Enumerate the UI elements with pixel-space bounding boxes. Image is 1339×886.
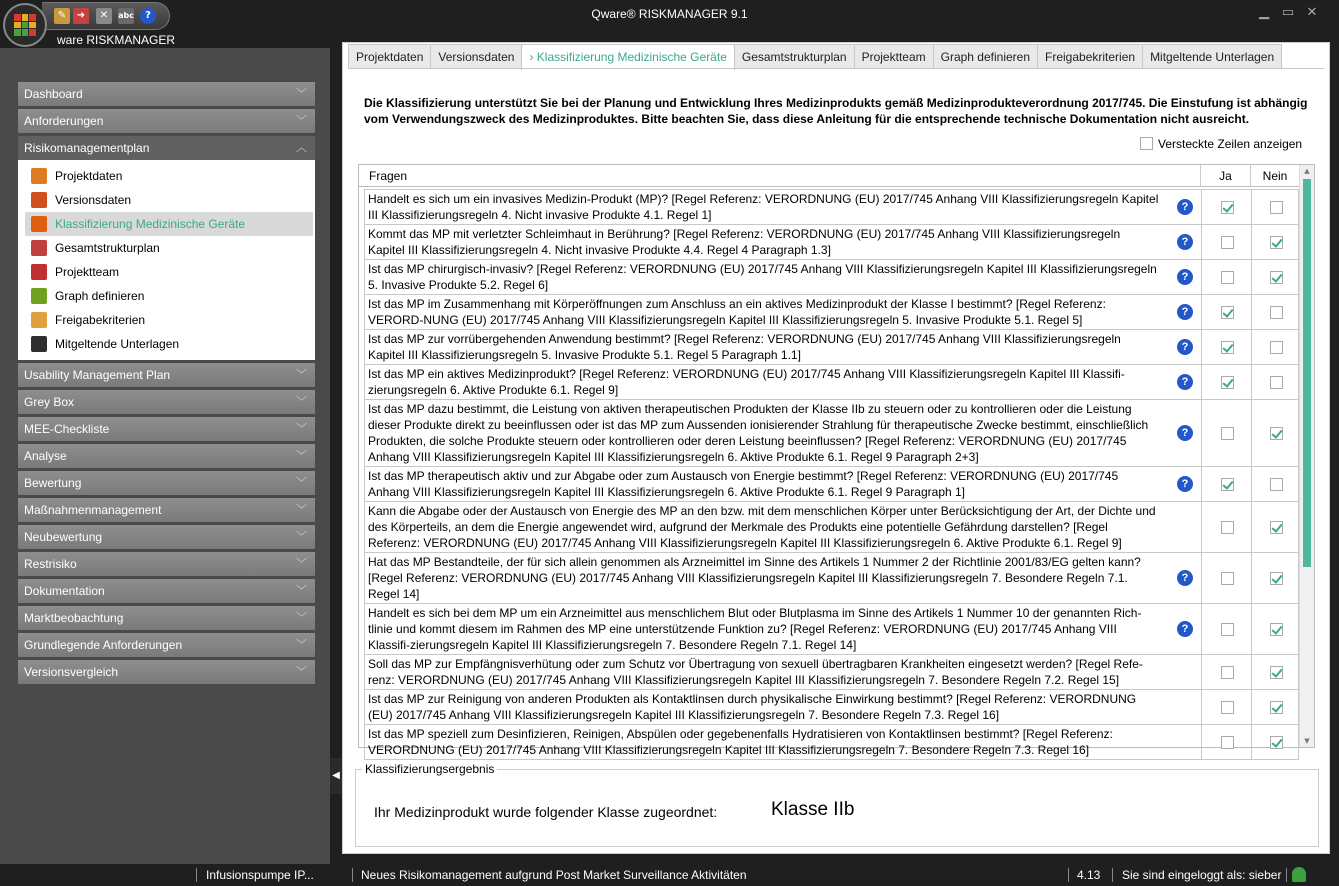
nav-section-label: Risikomanagementplan	[24, 141, 150, 155]
no-cell	[1251, 295, 1300, 329]
import-icon[interactable]: ➜	[73, 8, 89, 24]
tools-icon[interactable]: ✕	[96, 8, 112, 24]
nav-item-graph-definieren[interactable]	[25, 284, 313, 308]
nav-section-restrisiko[interactable]	[18, 552, 315, 576]
nav-section-label: Analyse	[24, 449, 67, 463]
nav-section-label: Marktbeobachtung	[24, 611, 124, 625]
show-hidden-rows-checkbox[interactable]	[1140, 137, 1153, 150]
nav-section-analyse[interactable]	[18, 444, 315, 468]
question-text: Handelt es sich um ein invasives Medizin-Produkt (MP)? [Regel Referenz: VERORDNUNG (EU) 2017/745 Anhang VIII Klassifizierungsregeln Kapitel III Klassifizierungsregeln 4. Nicht invasive Produkte 4.1. Regel 1]	[368, 192, 1159, 222]
tab-7[interactable]: Mitgeltende Unterlagen	[1142, 44, 1282, 69]
nav-item-versionsdaten[interactable]	[25, 188, 313, 212]
column-header-questions: Fragen	[369, 169, 408, 183]
nav-section-neubewertung[interactable]	[18, 525, 315, 549]
nav-item-freigabekriterien[interactable]	[25, 308, 313, 332]
yes-cell	[1201, 690, 1251, 724]
nav-section-label: Neubewertung	[24, 530, 103, 544]
title-bar	[0, 0, 1339, 47]
table-row	[364, 466, 1299, 502]
chevron-down-icon: ﹀	[296, 396, 307, 408]
tab-5[interactable]: Graph definieren	[933, 44, 1038, 69]
table-row	[364, 189, 1299, 225]
question-text: Ist das MP speziell zum Desinfizieren, Reinigen, Abspülen oder gegebenenfalls Hydratisieren von Kontaktlinsen bestimmt? [Regel Referenz: VERORDNUNG (EU) 2017/745 Anhang VIII Klassifizierungsregeln Kapitel III Klassifizierungsregeln 7. Besondere Regeln 7.3. Regel 16]	[368, 727, 1113, 757]
chevron-down-icon: ﹀	[296, 504, 307, 516]
no-cell	[1251, 225, 1300, 259]
yes-cell	[1201, 725, 1251, 759]
no-checkbox[interactable]	[1270, 427, 1283, 440]
no-cell	[1251, 400, 1300, 466]
nav-section-grundlegende-anforderungen[interactable]	[18, 633, 315, 657]
yes-checkbox[interactable]	[1221, 201, 1234, 214]
no-cell	[1251, 604, 1300, 654]
question-text: Hat das MP Bestandteile, der für sich allein genommen als Arzneimittel im Sinne des Artikels 1 Nummer 2 der Richtlinie 2001/83/EG gelten kann? [Regel Referenz: VERORDNUNG (EU) 2017/745 Anhang VIII Klassifizierungsregeln Kapitel III Klassifizierungsregeln 7. Besondere Regeln 7.1. Regel 14]	[368, 555, 1141, 601]
close-icon[interactable]: ✕	[1306, 5, 1318, 20]
no-checkbox[interactable]	[1270, 736, 1283, 749]
yes-checkbox[interactable]	[1221, 701, 1234, 714]
status-version: 4.13	[1077, 868, 1101, 882]
no-checkbox[interactable]	[1270, 701, 1283, 714]
pin-icon[interactable]: ✎	[54, 8, 70, 24]
no-cell	[1251, 502, 1300, 552]
question-text: Ist das MP ein aktives Medizinprodukt? [Regel Referenz: VERORDNUNG (EU) 2017/745 Anhang VIII Klassifizierungsregeln Kapitel III Klassifi-zierungsregeln 6. Aktive Produkte 6.1. Regel 9]	[368, 367, 1125, 397]
yes-checkbox[interactable]	[1221, 236, 1234, 249]
show-hidden-rows-toggle[interactable]	[1140, 137, 1302, 151]
yes-cell	[1201, 260, 1251, 294]
yes-cell	[1201, 365, 1251, 399]
tab-0[interactable]: Projektdaten	[348, 44, 431, 69]
main-content	[342, 42, 1330, 854]
nav-section-label: Dokumentation	[24, 584, 105, 598]
nav-section-usability-management-plan[interactable]	[18, 363, 315, 387]
scroll-up-icon[interactable]: ▲	[1304, 167, 1310, 175]
nav-item-projektteam[interactable]	[25, 260, 313, 284]
table-header	[359, 165, 1299, 187]
nav-section-bewertung[interactable]	[18, 471, 315, 495]
table-row	[364, 399, 1299, 467]
nav-item-label: Klassifizierung Medizinische Geräte	[55, 217, 246, 231]
question-text: Ist das MP im Zusammenhang mit Körperöffnungen zum Anschluss an ein aktives Medizinprodukt der Klasse I bestimmt? [Regel Referenz: VERORD-NUNG (EU) 2017/745 Anhang VIII Klassifizierungsregeln Kapitel III Klassifizierungsregeln 5. Invasive Produkte 5.1. Regel 5]	[368, 297, 1106, 327]
nav-item-label: Mitgeltende Unterlagen	[55, 337, 180, 351]
navigation-panel	[0, 48, 330, 864]
nav-section-label: Anforderungen	[24, 114, 104, 128]
user-icon	[1292, 867, 1306, 882]
no-cell	[1251, 365, 1300, 399]
no-cell	[1251, 553, 1300, 603]
status-message: Neues Risikomanagement aufgrund Post Market Surveillance Aktivitäten	[361, 868, 747, 882]
result-text: Ihr Medizinprodukt wurde folgender Klasse zugeordnet:	[374, 804, 718, 820]
yes-cell	[1201, 604, 1251, 654]
help-icon[interactable]: ?	[1177, 199, 1193, 215]
status-user: Sie sind eingeloggt als: sieber	[1122, 868, 1282, 882]
nav-item-mitgeltende-unterlagen[interactable]	[25, 332, 313, 356]
chevron-down-icon: ﹀	[296, 115, 307, 127]
yes-checkbox[interactable]	[1221, 736, 1234, 749]
table-row	[364, 364, 1299, 400]
yes-checkbox[interactable]	[1221, 306, 1234, 319]
no-checkbox[interactable]	[1270, 666, 1283, 679]
nav-section-label: Bewertung	[24, 476, 82, 490]
column-header-no: Nein	[1250, 165, 1299, 187]
yes-checkbox[interactable]	[1221, 623, 1234, 636]
no-cell	[1251, 190, 1300, 224]
table-row	[364, 224, 1299, 260]
window-title: Qware® RISKMANAGER 9.1	[591, 7, 748, 21]
yes-cell	[1201, 295, 1251, 329]
no-checkbox[interactable]	[1270, 478, 1283, 491]
yes-cell	[1201, 400, 1251, 466]
nav-section-marktbeobachtung[interactable]	[18, 606, 315, 630]
result-legend: Klassifizierungsergebnis	[362, 762, 497, 776]
no-checkbox[interactable]	[1270, 341, 1283, 354]
nav-section-label: Usability Management Plan	[24, 368, 171, 382]
help-icon[interactable]: ?	[140, 8, 156, 24]
no-cell	[1251, 467, 1300, 501]
version-icon	[31, 192, 47, 208]
question-text: Ist das MP zur Reinigung von anderen Produkten als Kontaktlinsen durch physikalische Einwirkung bestimmt? [Regel Referenz: VERORDNUNG (EU) 2017/745 Anhang VIII Klassifizierungsregeln Kapitel III Klassifizierungsregeln 7. Besondere Regeln 7.3. Regel 16]	[368, 692, 1137, 722]
question-text: Soll das MP zur Empfängnisverhütung oder zum Schutz vor Übertragung von sexuell übertragbaren Krankheiten eingesetzt werden? [Regel Refe-renz: VERORDNUNG (EU) 2017/745 Anhang VIII Klassifizierungsregeln Kapitel III Klassifizierungsregeln 7. Besondere Regeln 7.2. Regel 15]	[368, 657, 1143, 687]
chevron-down-icon: ﹀	[296, 666, 307, 678]
yes-cell	[1201, 502, 1251, 552]
yes-checkbox[interactable]	[1221, 666, 1234, 679]
yes-checkbox[interactable]	[1221, 572, 1234, 585]
tab-1[interactable]: Versionsdaten	[430, 44, 522, 69]
no-cell	[1251, 655, 1300, 689]
nav-section-label: Grundlegende Anforderungen	[24, 638, 183, 652]
structure-icon	[31, 240, 47, 256]
tab-2[interactable]: › Klassifizierung Medizinische Geräte	[521, 44, 734, 70]
no-checkbox[interactable]	[1270, 201, 1283, 214]
yes-checkbox[interactable]	[1221, 341, 1234, 354]
question-text: Kommt das MP mit verletzter Schleimhaut in Berührung? [Regel Referenz: VERORDNUNG (EU) 2017/745 Anhang VIII Klassifizierungsregeln Kapitel III Klassifizierungsregeln 4. Nicht invasive Produkte 4.4. Regel 4 Paragraph 1.3]	[368, 227, 1121, 257]
yes-cell	[1201, 225, 1251, 259]
question-text: Kann die Abgabe oder der Austausch von Energie des MP an den bzw. mit dem menschlichen Körper unter Berücksichtigung der Art, der Dichte und des Körperteils, an dem die Energie angewendet wird, aufgrund der Merkmale des Produkts eine potentielle Gefährdung darstellen? [Regel Referenz: VERORDNUNG (EU) 2017/745 Anhang VIII Klassifizierungsregeln Kapitel III Klassifizierungsregeln 6. Aktive Produkte 6.1. Regel 9]	[368, 504, 1156, 550]
chevron-down-icon: ﹀	[296, 477, 307, 489]
table-row	[364, 501, 1299, 553]
table-row	[364, 689, 1299, 725]
help-icon[interactable]: ?	[1177, 304, 1193, 320]
collapse-panel-button[interactable]: ◀	[330, 758, 342, 794]
nav-section-versionsvergleich[interactable]	[18, 660, 315, 684]
chevron-down-icon: ﹀	[296, 612, 307, 624]
no-cell	[1251, 725, 1300, 759]
tab-3[interactable]: Gesamtstrukturplan	[734, 44, 855, 69]
criteria-icon	[31, 312, 47, 328]
help-icon[interactable]: ?	[1177, 339, 1193, 355]
chevron-up-icon: ︿	[296, 142, 307, 154]
chevron-down-icon: ﹀	[296, 558, 307, 570]
nav-section-grey-box[interactable]	[18, 390, 315, 414]
no-checkbox[interactable]	[1270, 623, 1283, 636]
column-header-yes: Ja	[1200, 165, 1250, 187]
minimize-icon[interactable]: ▁	[1259, 5, 1269, 20]
no-checkbox[interactable]	[1270, 271, 1283, 284]
yes-cell	[1201, 467, 1251, 501]
result-class: Klasse IIb	[771, 799, 855, 820]
status-bar	[0, 864, 1339, 886]
tab-6[interactable]: Freigabekriterien	[1037, 44, 1143, 69]
table-row	[364, 654, 1299, 690]
quick-access-toolbar	[42, 2, 170, 30]
nav-section-dashboard[interactable]	[18, 82, 315, 106]
help-icon[interactable]: ?	[1177, 269, 1193, 285]
nav-section-label: MEE-Checkliste	[24, 422, 110, 436]
nav-section-label: Versionsvergleich	[24, 665, 119, 679]
nav-section-dokumentation[interactable]	[18, 579, 315, 603]
nav-item-projektdaten[interactable]	[25, 164, 313, 188]
nav-section-label: Grey Box	[24, 395, 75, 409]
yes-checkbox[interactable]	[1221, 427, 1234, 440]
navigation-menu	[18, 82, 315, 687]
table-row	[364, 329, 1299, 365]
yes-checkbox[interactable]	[1221, 521, 1234, 534]
scrollbar-thumb[interactable]	[1303, 179, 1311, 567]
nav-item-label: Projektdaten	[55, 169, 123, 183]
nav-item-gesamtstrukturplan[interactable]	[25, 236, 313, 260]
yes-cell	[1201, 655, 1251, 689]
no-cell	[1251, 690, 1300, 724]
classification-description: Die Klassifizierung unterstützt Sie bei der Planung und Entwicklung Ihres Medizinprodukts gemäß Medizinprodukteverordnung 2017/745. Die Einstufung ist abhängig vom Verwendungszweck des Medizinproduktes. Bitte beachten Sie, dass diese Anleitung für die entsprechende technische Dokumentation nicht ausreicht.	[364, 96, 1308, 126]
app-logo-icon[interactable]	[3, 3, 47, 47]
show-hidden-rows-label: Versteckte Zeilen anzeigen	[1158, 137, 1303, 151]
table-body	[364, 189, 1299, 759]
help-icon[interactable]: ?	[1177, 425, 1193, 441]
help-icon[interactable]: ?	[1177, 234, 1193, 250]
nav-section-maßnahmenmanagement[interactable]	[18, 498, 315, 522]
team-icon	[31, 264, 47, 280]
nav-section-anforderungen[interactable]	[18, 109, 315, 133]
chevron-down-icon: ﹀	[296, 585, 307, 597]
question-text: Ist das MP zur vorrübergehenden Anwendung bestimmt? [Regel Referenz: VERORDNUNG (EU) 2017/745 Anhang VIII Klassifizierungsregeln Kapitel III Klassifizierungsregeln 5. Invasive Produkte 5.1. Regel 5 Paragraph 1.1]	[368, 332, 1121, 362]
nav-section-label: Restrisiko	[24, 557, 77, 571]
graph-icon	[31, 288, 47, 304]
nav-item-label: Gesamtstrukturplan	[55, 241, 160, 255]
yes-cell	[1201, 553, 1251, 603]
table-row	[364, 603, 1299, 655]
no-checkbox[interactable]	[1270, 521, 1283, 534]
maximize-icon[interactable]: ▭	[1281, 5, 1295, 20]
yes-cell	[1201, 330, 1251, 364]
nav-item-klassifizierung-medizinische-geräte[interactable]	[25, 212, 313, 236]
chevron-down-icon: ﹀	[296, 369, 307, 381]
question-text: Handelt es sich bei dem MP um ein Arzneimittel aus menschlichem Blut oder Blutplasma im Sinne des Artikels 1 Nummer 10 der genannten Rich-tlinie und kommt diesem im Rahmen des MP eine unterstützende Funktion zu? [Regel Referenz: VERORDNUNG (EU) 2017/745 Anhang VIII Klassifi-zierungsregeln Kapitel III Klassifizierungsregeln 7. Besondere Regeln 7.1. Regel 14]	[368, 606, 1142, 652]
yes-cell	[1201, 190, 1251, 224]
no-cell	[1251, 330, 1300, 364]
nav-section-label: Dashboard	[24, 87, 83, 101]
table-row	[364, 552, 1299, 604]
help-icon[interactable]: ?	[1177, 374, 1193, 390]
brand-name: ware RISKMANAGER	[57, 33, 176, 47]
nav-section-label: Maßnahmenmanagement	[24, 503, 162, 517]
help-icon[interactable]: ?	[1177, 570, 1193, 586]
chevron-down-icon: ﹀	[296, 88, 307, 100]
help-icon[interactable]: ?	[1177, 621, 1193, 637]
chevron-down-icon: ﹀	[296, 423, 307, 435]
project-icon	[31, 168, 47, 184]
no-checkbox[interactable]	[1270, 236, 1283, 249]
scroll-down-icon[interactable]: ▼	[1304, 737, 1310, 745]
table-row	[364, 724, 1299, 760]
spellcheck-icon[interactable]: abc	[118, 8, 134, 24]
nav-item-label: Freigabekriterien	[55, 313, 146, 327]
question-text: Ist das MP dazu bestimmt, die Leistung von aktiven therapeutischen Produkten der Klasse IIb zu steuern oder zu kontrollieren oder die Leistung dieser Produkte direkt zu beeinflussen oder ist das MP zum Aussenden ionisierender Strahlung für therapeutische Zwecke bestimmt, einschließlich Produkten, die solche Produkte steuern oder kontrollieren oder deren Leistung beeinflussen? [Regel Referenz: VERORDNUNG (EU) 2017/745 Anhang VIII Klassifizierungsregeln Kapitel III Klassifizierungsregeln 6. Aktive Produkte 6.1. Regel 9 Paragraph 2+3]	[368, 402, 1149, 464]
chevron-down-icon: ﹀	[296, 450, 307, 462]
no-cell	[1251, 260, 1300, 294]
tab-bar	[348, 44, 1281, 69]
question-text: Ist das MP therapeutisch aktiv und zur Abgabe oder zum Austausch von Energie bestimmt? [Regel Referenz: VERORDNUNG (EU) 2017/745 Anhang VIII Klassifizierungsregeln Kapitel III Klassifizierungsregeln 6. Aktive Produkte 6.1. Regel 9 Paragraph 1]	[368, 469, 1119, 499]
tab-4[interactable]: Projektteam	[854, 44, 934, 69]
nav-section-risikomanagementplan[interactable]	[18, 136, 315, 160]
classification-icon	[31, 216, 47, 232]
no-checkbox[interactable]	[1270, 572, 1283, 585]
yes-checkbox[interactable]	[1221, 478, 1234, 491]
help-icon[interactable]: ?	[1177, 476, 1193, 492]
chevron-down-icon: ﹀	[296, 639, 307, 651]
status-project: Infusionspumpe IP...	[206, 868, 314, 882]
classification-result-box	[355, 762, 1319, 847]
questions-table	[358, 164, 1315, 757]
table-scrollbar[interactable]	[1299, 165, 1314, 747]
table-row	[364, 294, 1299, 330]
no-checkbox[interactable]	[1270, 306, 1283, 319]
nav-section-mee-checkliste[interactable]	[18, 417, 315, 441]
question-text: Ist das MP chirurgisch-invasiv? [Regel Referenz: VERORDNUNG (EU) 2017/745 Anhang VIII Klassifizierungsregeln Kapitel III Klassifizierungsregeln 5. Invasive Produkte 5.2. Regel 6]	[368, 262, 1157, 292]
nav-submenu	[18, 160, 315, 360]
documents-icon	[31, 336, 47, 352]
nav-item-label: Graph definieren	[55, 289, 145, 303]
yes-checkbox[interactable]	[1221, 271, 1234, 284]
table-row	[364, 259, 1299, 295]
chevron-down-icon: ﹀	[296, 531, 307, 543]
nav-item-label: Versionsdaten	[55, 193, 132, 207]
nav-item-label: Projektteam	[55, 265, 120, 279]
no-checkbox[interactable]	[1270, 376, 1283, 389]
yes-checkbox[interactable]	[1221, 376, 1234, 389]
